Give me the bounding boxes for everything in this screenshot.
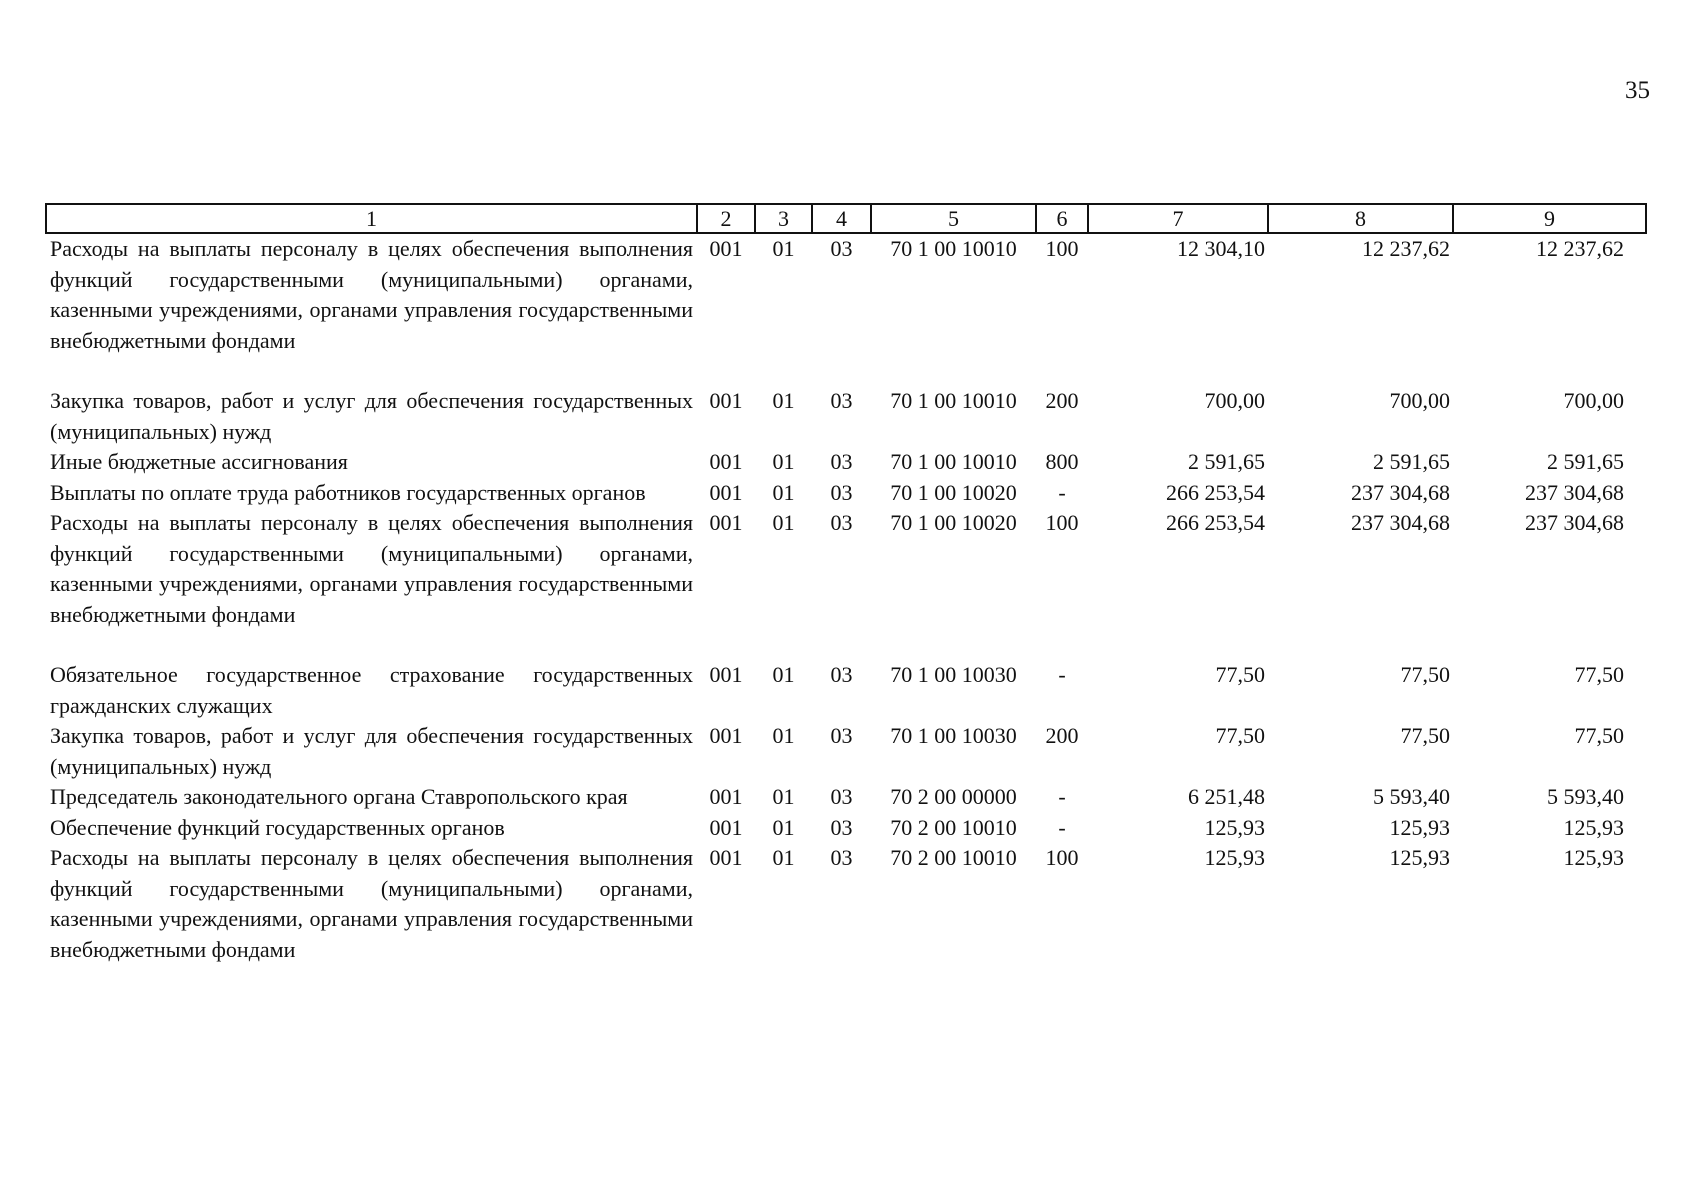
column-header-5: 5 <box>871 204 1036 233</box>
cell-col-5: 70 2 00 00000 <box>890 784 1017 809</box>
column-header-3: 3 <box>755 204 812 233</box>
row-name: Расходы на выплаты персоналу в целях обеспечения выполнения функций государственными (муниципальными) органами, казенными учреждениями, органами управления государственными внебюджетными фондами <box>50 236 693 353</box>
cell-col-6: - <box>1058 784 1066 809</box>
cell-col-8: 77,50 <box>1400 723 1450 748</box>
cell-col-9: 77,50 <box>1574 662 1624 687</box>
cell-col-4: 03 <box>830 449 853 474</box>
cell-col-9: 125,93 <box>1563 814 1624 840</box>
cell-col-9: 700,00 <box>1563 388 1624 413</box>
cell-col-7: 125,93 <box>1204 814 1265 840</box>
cell-col-2: 001 <box>709 662 743 687</box>
cell-col-2: 001 <box>709 388 743 413</box>
cell-col-2: 001 <box>709 784 743 809</box>
table-row <box>46 233 1646 356</box>
cell-col-9: 77,50 <box>1574 723 1624 748</box>
cell-col-6: - <box>1058 814 1066 840</box>
cell-col-2: 001 <box>709 479 743 505</box>
cell-col-4: 03 <box>830 479 853 505</box>
row-name: Иные бюджетные ассигнования <box>50 449 348 474</box>
cell-col-5: 70 1 00 10020 <box>890 510 1017 535</box>
cell-col-5: 70 1 00 10030 <box>890 723 1017 748</box>
row-name: Председатель законодательного органа Ставропольского края <box>50 784 628 809</box>
header-row <box>46 204 1646 233</box>
cell-col-7: 77,50 <box>1215 662 1265 687</box>
column-header-8: 8 <box>1268 204 1453 233</box>
cell-col-5: 70 2 00 10010 <box>890 814 1017 840</box>
cell-col-4: 03 <box>830 814 853 840</box>
cell-col-5: 70 1 00 10010 <box>890 388 1017 413</box>
cell-col-9: 12 237,62 <box>1536 236 1624 261</box>
cell-col-9: 237 304,68 <box>1525 510 1624 535</box>
cell-col-3: 01 <box>772 236 795 261</box>
cell-col-6: - <box>1058 662 1066 687</box>
cell-col-2: 001 <box>709 449 743 474</box>
cell-col-4: 03 <box>830 723 853 748</box>
row-name: Расходы на выплаты персоналу в целях обеспечения выполнения функций государственными (муниципальными) органами, казенными учреждениями, органами управления государственными внебюджетными фондами <box>50 845 693 962</box>
cell-col-3: 01 <box>772 479 795 505</box>
row-spacer <box>46 356 1646 386</box>
cell-col-4: 03 <box>830 236 853 261</box>
cell-col-2: 001 <box>709 814 743 840</box>
cell-col-8: 125,93 <box>1389 845 1450 870</box>
page-number: 35 <box>1625 77 1650 104</box>
table-row <box>46 813 1646 844</box>
cell-col-8: 237 304,68 <box>1351 479 1450 505</box>
row-name: Обязательное государственное страхование государственных гражданских служащих <box>50 662 693 718</box>
cell-col-7: 266 253,54 <box>1166 479 1265 505</box>
cell-col-3: 01 <box>772 814 795 840</box>
cell-col-5: 70 2 00 10010 <box>890 845 1017 870</box>
cell-col-3: 01 <box>772 510 795 535</box>
column-header-9: 9 <box>1453 204 1646 233</box>
cell-col-8: 125,93 <box>1389 814 1450 840</box>
cell-col-7: 77,50 <box>1215 723 1265 748</box>
column-header-7: 7 <box>1088 204 1268 233</box>
cell-col-2: 001 <box>709 236 743 261</box>
row-name: Выплаты по оплате труда работников государственных органов <box>50 479 646 505</box>
column-header-4: 4 <box>812 204 871 233</box>
table-row <box>46 508 1646 630</box>
table-row <box>46 782 1646 813</box>
cell-col-9: 125,93 <box>1563 845 1624 870</box>
cell-col-3: 01 <box>772 662 795 687</box>
column-header-1: 1 <box>46 204 697 233</box>
budget-table <box>45 203 1647 965</box>
column-header-6: 6 <box>1036 204 1088 233</box>
cell-col-6: - <box>1058 479 1066 505</box>
cell-col-5: 70 1 00 10010 <box>890 449 1017 474</box>
column-header-2: 2 <box>697 204 755 233</box>
cell-col-7: 125,93 <box>1204 845 1265 870</box>
cell-col-6: 100 <box>1045 510 1079 535</box>
spacer-cell <box>46 356 1646 386</box>
cell-col-7: 266 253,54 <box>1166 510 1265 535</box>
cell-col-9: 237 304,68 <box>1525 479 1624 505</box>
row-name: Расходы на выплаты персоналу в целях обеспечения выполнения функций государственными (муниципальными) органами, казенными учреждениями, органами управления государственными внебюджетными фондами <box>50 510 693 627</box>
row-name: Обеспечение функций государственных органов <box>50 814 505 840</box>
row-name: Закупка товаров, работ и услуг для обеспечения государственных (муниципальных) нужд <box>50 388 693 444</box>
cell-col-4: 03 <box>830 662 853 687</box>
cell-col-9: 2 591,65 <box>1547 449 1624 474</box>
cell-col-2: 001 <box>709 723 743 748</box>
cell-col-2: 001 <box>709 845 743 870</box>
cell-col-7: 6 251,48 <box>1188 784 1265 809</box>
cell-col-9: 5 593,40 <box>1547 784 1624 809</box>
table-row <box>46 660 1646 721</box>
cell-col-8: 5 593,40 <box>1373 784 1450 809</box>
cell-col-3: 01 <box>772 845 795 870</box>
cell-col-6: 200 <box>1045 723 1079 748</box>
cell-col-7: 2 591,65 <box>1188 449 1265 474</box>
cell-col-6: 100 <box>1045 236 1079 261</box>
cell-col-4: 03 <box>830 784 853 809</box>
cell-col-3: 01 <box>772 388 795 413</box>
cell-col-5: 70 1 00 10020 <box>890 479 1017 505</box>
row-spacer <box>46 630 1646 660</box>
table-row <box>46 386 1646 447</box>
cell-col-8: 12 237,62 <box>1362 236 1450 261</box>
cell-col-8: 237 304,68 <box>1351 510 1450 535</box>
cell-col-5: 70 1 00 10030 <box>890 662 1017 687</box>
cell-col-8: 77,50 <box>1400 662 1450 687</box>
cell-col-3: 01 <box>772 449 795 474</box>
table-row <box>46 478 1646 509</box>
cell-col-4: 03 <box>830 845 853 870</box>
cell-col-3: 01 <box>772 723 795 748</box>
cell-col-7: 12 304,10 <box>1177 236 1265 261</box>
cell-col-4: 03 <box>830 510 853 535</box>
table-row <box>46 843 1646 965</box>
table-row <box>46 721 1646 782</box>
cell-col-8: 700,00 <box>1389 388 1450 413</box>
row-name: Закупка товаров, работ и услуг для обеспечения государственных (муниципальных) нужд <box>50 723 693 779</box>
cell-col-6: 100 <box>1045 845 1079 870</box>
table-body <box>46 233 1646 965</box>
cell-col-3: 01 <box>772 784 795 809</box>
table-row <box>46 447 1646 478</box>
spacer-cell <box>46 630 1646 660</box>
cell-col-6: 800 <box>1045 449 1079 474</box>
cell-col-4: 03 <box>830 388 853 413</box>
cell-col-7: 700,00 <box>1204 388 1265 413</box>
cell-col-6: 200 <box>1045 388 1079 413</box>
cell-col-2: 001 <box>709 510 743 535</box>
cell-col-8: 2 591,65 <box>1373 449 1450 474</box>
cell-col-5: 70 1 00 10010 <box>890 236 1017 261</box>
